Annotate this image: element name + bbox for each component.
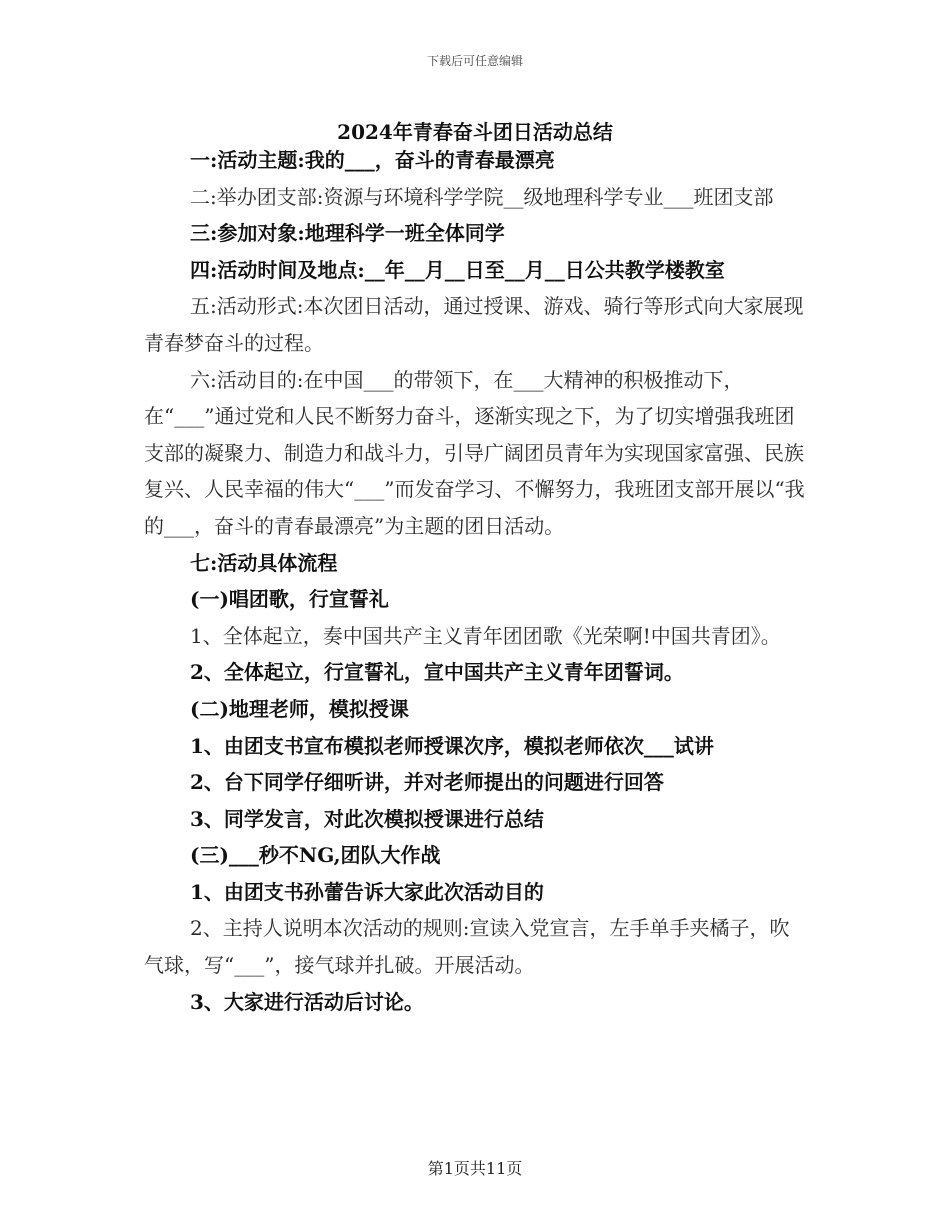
document-title: 2024年青春奋斗团日活动总结: [337, 120, 613, 144]
paragraph-organizer: 二:举办团支部:资源与环境科学学院__级地理科学专业___班团支部: [190, 184, 774, 209]
paragraph-section-1-heading: (一)唱团歌，行宣誓礼: [190, 587, 389, 612]
paragraph-step: 3、大家进行活动后讨论。: [190, 989, 424, 1014]
paragraph-step: 1、由团支书孙蕾告诉大家此次活动目的: [190, 879, 544, 904]
paragraph-section-3-heading: (三)___秒不NG,团队大作战: [190, 843, 441, 868]
paragraph-step: 2、台下同学仔细听讲，并对老师提出的问题进行回答: [190, 770, 664, 795]
paragraph-step: 2、全体起立，行宣誓礼，宣中国共产主义青年团誓词。: [190, 660, 684, 685]
paragraph-purpose: 六:活动目的:在中国___的带领下，在___大精神的积极推动下，在“___”通过党和人民不断努力奋斗，逐渐实现之下，为了切实增强我班团支部的凝聚力、制造力和战斗力，引导广阔团员青年为实现国家富强、民族复兴、人民幸福的伟大“___”而发奋学习、不懈努力，我班团支部开展以“我的___，奋斗的青春最漂亮”为主题的团日活动。: [144, 367, 805, 538]
document-body: [144, 142, 809, 1020]
paragraph-section-2-heading: (二)地理老师，模拟授课: [190, 696, 409, 721]
paragraph-step: 3、同学发言，对此次模拟授课进行总结: [190, 806, 544, 831]
page-header: 下载后可任意编辑: [426, 54, 523, 68]
paragraph-step: 1、全体起立，奏中国共产主义青年团团歌《光荣啊!中国共青团》。: [190, 623, 781, 648]
paragraph-step: 1、由团支书宣布模拟老师授课次序，模拟老师依次___试讲: [190, 733, 714, 758]
paragraph-process-heading: 七:活动具体流程: [190, 550, 338, 575]
paragraph-participants: 三:参加对象:地理科学一班全体同学: [190, 221, 505, 246]
page-footer: 第1页共11页: [427, 1159, 523, 1178]
paragraph-step: 2、主持人说明本次活动的规则:宣读入党宣言，左手单手夹橘子，吹气球，写“___”，接气球并扎破。开展活动。: [144, 916, 790, 978]
paragraph-theme: 一:活动主题:我的___，奋斗的青春最漂亮: [190, 148, 555, 172]
paragraph-format: 五:活动形式:本次团日活动，通过授课、游戏、骑行等形式向大家展现青春梦奋斗的过程。: [144, 294, 804, 355]
paragraph-time-place: 四:活动时间及地点:__年__月__日至__月__日公共教学楼教室: [190, 257, 725, 282]
